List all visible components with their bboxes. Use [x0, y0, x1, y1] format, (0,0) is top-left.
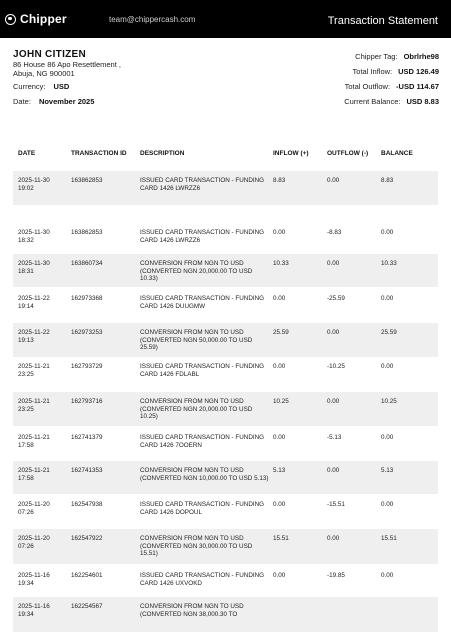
row-balance: 0.00 [381, 501, 394, 508]
row-transaction-id: 163860734 [71, 260, 103, 267]
row-date [18, 603, 50, 618]
row-outflow: -15.51 [327, 501, 345, 508]
row-date-time: 07:26 [18, 542, 34, 550]
row-balance: 0.00 [381, 229, 394, 236]
row-outflow: 0.00 [327, 535, 340, 542]
table-row [13, 529, 438, 564]
row-inflow: 8.83 [273, 177, 286, 184]
row-inflow: 0.00 [273, 572, 286, 579]
row-description: CONVERSION FROM NGN TO USD (CONVERTED NGN 20,000.00 TO USD 10.25) [140, 398, 253, 421]
row-date-time: 19:34 [18, 610, 34, 618]
row-date-day: 2025-11-16 [18, 572, 50, 579]
row-inflow: 10.25 [273, 398, 289, 405]
table-row [13, 495, 438, 528]
col-transaction-id: TRANSACTION ID [71, 150, 127, 157]
row-description: ISSUED CARD TRANSACTION - FUNDING CARD 1426 7OOERN [140, 434, 265, 449]
row-balance: 0.00 [381, 295, 394, 302]
col-inflow: INFLOW (+) [273, 150, 309, 157]
row-transaction-id: 162547922 [71, 535, 103, 542]
table-row [13, 428, 438, 460]
row-date [18, 398, 50, 413]
table-row [13, 461, 438, 494]
chipper-logo-icon [5, 14, 16, 25]
row-transaction-id: 162254601 [71, 572, 103, 579]
row-balance: 5.13 [381, 467, 394, 474]
row-date-time: 17:58 [18, 441, 34, 449]
row-date-day: 2025-11-22 [18, 295, 50, 302]
row-outflow: -10.25 [327, 363, 345, 370]
col-outflow: OUTFLOW (-) [327, 150, 369, 157]
row-date [18, 535, 50, 550]
row-date-day: 2025-11-20 [18, 501, 50, 508]
row-inflow: 5.13 [273, 467, 286, 474]
row-date-day: 2025-11-21 [18, 363, 50, 370]
col-date: DATE [18, 150, 36, 157]
row-description: ISSUED CARD TRANSACTION - FUNDING CARD 1426 LWRZZ6 [140, 177, 265, 192]
row-date-time: 19:02 [18, 184, 34, 192]
row-transaction-id: 163862853 [71, 177, 103, 184]
row-date [18, 363, 50, 378]
date-label: Date: [13, 97, 31, 106]
row-date-time: 18:32 [18, 236, 34, 244]
col-balance: BALANCE [381, 150, 413, 157]
chipper-tag-value: Obrlrhe98 [403, 52, 439, 61]
table-row [13, 223, 438, 253]
row-description: ISSUED CARD TRANSACTION - FUNDING CARD 1426 FDLABL [140, 363, 265, 378]
customer-name: JOHN CITIZEN [13, 49, 87, 60]
table-row [13, 566, 438, 595]
chipper-logo [5, 9, 67, 29]
row-date [18, 260, 50, 275]
row-inflow: 0.00 [273, 295, 286, 302]
row-inflow: 10.33 [273, 260, 289, 267]
row-date [18, 572, 50, 587]
row-description: CONVERSION FROM NGN TO USD (CONVERTED NGN 20,000.00 TO USD 10.33) [140, 260, 253, 283]
row-balance: 0.00 [381, 363, 394, 370]
row-inflow: 0.00 [273, 434, 286, 441]
total-outflow-row [345, 82, 439, 91]
row-date [18, 434, 50, 449]
row-date [18, 229, 50, 244]
row-balance: 0.00 [381, 434, 394, 441]
row-date-day: 2025-11-16 [18, 603, 50, 610]
row-date [18, 467, 50, 482]
chipper-tag-label: Chipper Tag: [355, 52, 398, 61]
row-transaction-id: 162741379 [71, 434, 103, 441]
row-outflow: 0.00 [327, 398, 340, 405]
row-date-time: 17:58 [18, 474, 34, 482]
current-balance-value: USD 8.83 [406, 97, 439, 106]
chipper-tag-row [355, 52, 439, 61]
row-inflow: 0.00 [273, 501, 286, 508]
currency-value: USD [53, 82, 70, 91]
row-balance: 8.83 [381, 177, 394, 184]
row-inflow: 15.51 [273, 535, 289, 542]
total-outflow-label: Total Outflow: [344, 82, 391, 91]
row-date-day: 2025-11-30 [18, 260, 50, 267]
row-date [18, 501, 50, 516]
row-transaction-id: 162793729 [71, 363, 103, 370]
row-inflow: 0.00 [273, 363, 286, 370]
row-date-day: 2025-11-21 [18, 434, 50, 441]
row-description: CONVERSION FROM NGN TO USD (CONVERTED NGN 50,000.00 TO USD 25.59) [140, 329, 253, 352]
table-row [13, 597, 438, 632]
row-balance: 10.25 [381, 398, 397, 405]
row-description: CONVERSION FROM NGN TO USD (CONVERTED NGN 30,000.00 TO USD 15.51) [140, 535, 253, 558]
row-description: ISSUED CARD TRANSACTION - FUNDING CARD 1426 DUUGMW [140, 295, 265, 310]
row-date [18, 177, 50, 192]
row-inflow: 0.00 [273, 229, 286, 236]
row-date-day: 2025-11-22 [18, 329, 50, 336]
row-date-day: 2025-11-21 [18, 398, 50, 405]
row-transaction-id: 162793716 [71, 398, 103, 405]
row-balance: 10.33 [381, 260, 397, 267]
row-description: CONVERSION FROM NGN TO USD (CONVERTED NGN 38,000.30 TO [140, 603, 244, 618]
total-inflow-value: USD 126.49 [398, 67, 439, 76]
row-outflow: 0.00 [327, 467, 340, 474]
total-outflow-value: -USD 114.67 [396, 82, 439, 91]
row-date [18, 295, 50, 310]
row-balance: 25.59 [381, 329, 397, 336]
row-date-day: 2025-11-30 [18, 229, 50, 236]
date-row [13, 97, 94, 106]
row-balance: 15.51 [381, 535, 397, 542]
row-date-day: 2025-11-20 [18, 535, 50, 542]
row-date-time: 23:25 [18, 405, 34, 413]
address-line-2: Abuja, NG 900001 [13, 69, 75, 78]
contact-email[interactable]: team@chippercash.com [109, 15, 196, 24]
row-date-time: 23:25 [18, 370, 34, 378]
row-description: CONVERSION FROM NGN TO USD (CONVERTED NGN 10,000.00 TO USD 5.13) [140, 467, 269, 482]
row-date-day: 2025-11-30 [18, 177, 50, 184]
row-date-day: 2025-11-21 [18, 467, 50, 474]
row-description: ISSUED CARD TRANSACTION - FUNDING CARD 1426 LWRZZ6 [140, 229, 265, 244]
brand-name: Chipper [20, 12, 67, 26]
row-outflow: -19.85 [327, 572, 345, 579]
table-row [13, 357, 438, 390]
row-outflow: 0.00 [327, 177, 340, 184]
table-row [13, 254, 438, 287]
row-transaction-id: 162741353 [71, 467, 103, 474]
row-description: ISSUED CARD TRANSACTION - FUNDING CARD 1426 UXVOKD [140, 572, 265, 587]
row-transaction-id: 162973368 [71, 295, 103, 302]
col-description: DESCRIPTION [140, 150, 185, 157]
table-row [13, 171, 438, 205]
row-balance: 0.00 [381, 572, 394, 579]
total-inflow-row [353, 67, 439, 76]
row-outflow: 0.00 [327, 329, 340, 336]
current-balance-label: Current Balance: [344, 97, 401, 106]
row-outflow: 0.00 [327, 260, 340, 267]
row-date-time: 19:13 [18, 336, 34, 344]
table-row [13, 392, 438, 426]
table-row [13, 289, 438, 322]
date-value: November 2025 [38, 97, 95, 106]
current-balance-row [344, 97, 439, 106]
row-outflow: -8.83 [327, 229, 342, 236]
row-description: ISSUED CARD TRANSACTION - FUNDING CARD 1426 DOPOUL [140, 501, 265, 516]
address-line-1: 86 House 86 Apo Resettlement , [13, 60, 121, 69]
row-transaction-id: 162547938 [71, 501, 103, 508]
statement-header [0, 0, 451, 38]
row-transaction-id: 162254567 [71, 603, 103, 610]
row-date-time: 07:26 [18, 508, 34, 516]
row-inflow: 25.59 [273, 329, 289, 336]
row-transaction-id: 163862853 [71, 229, 103, 236]
row-date [18, 329, 50, 344]
row-transaction-id: 162973253 [71, 329, 103, 336]
currency-label: Currency: [13, 82, 46, 91]
currency-row [13, 82, 69, 91]
table-header [13, 150, 438, 160]
row-outflow: -5.13 [327, 434, 342, 441]
row-date-time: 19:34 [18, 579, 34, 587]
row-date-time: 18:31 [18, 267, 34, 275]
table-row [13, 323, 438, 357]
row-outflow: -25.59 [327, 295, 345, 302]
row-date-time: 19:14 [18, 302, 34, 310]
statement-title: Transaction Statement [327, 15, 438, 27]
total-inflow-label: Total Inflow: [352, 67, 393, 76]
